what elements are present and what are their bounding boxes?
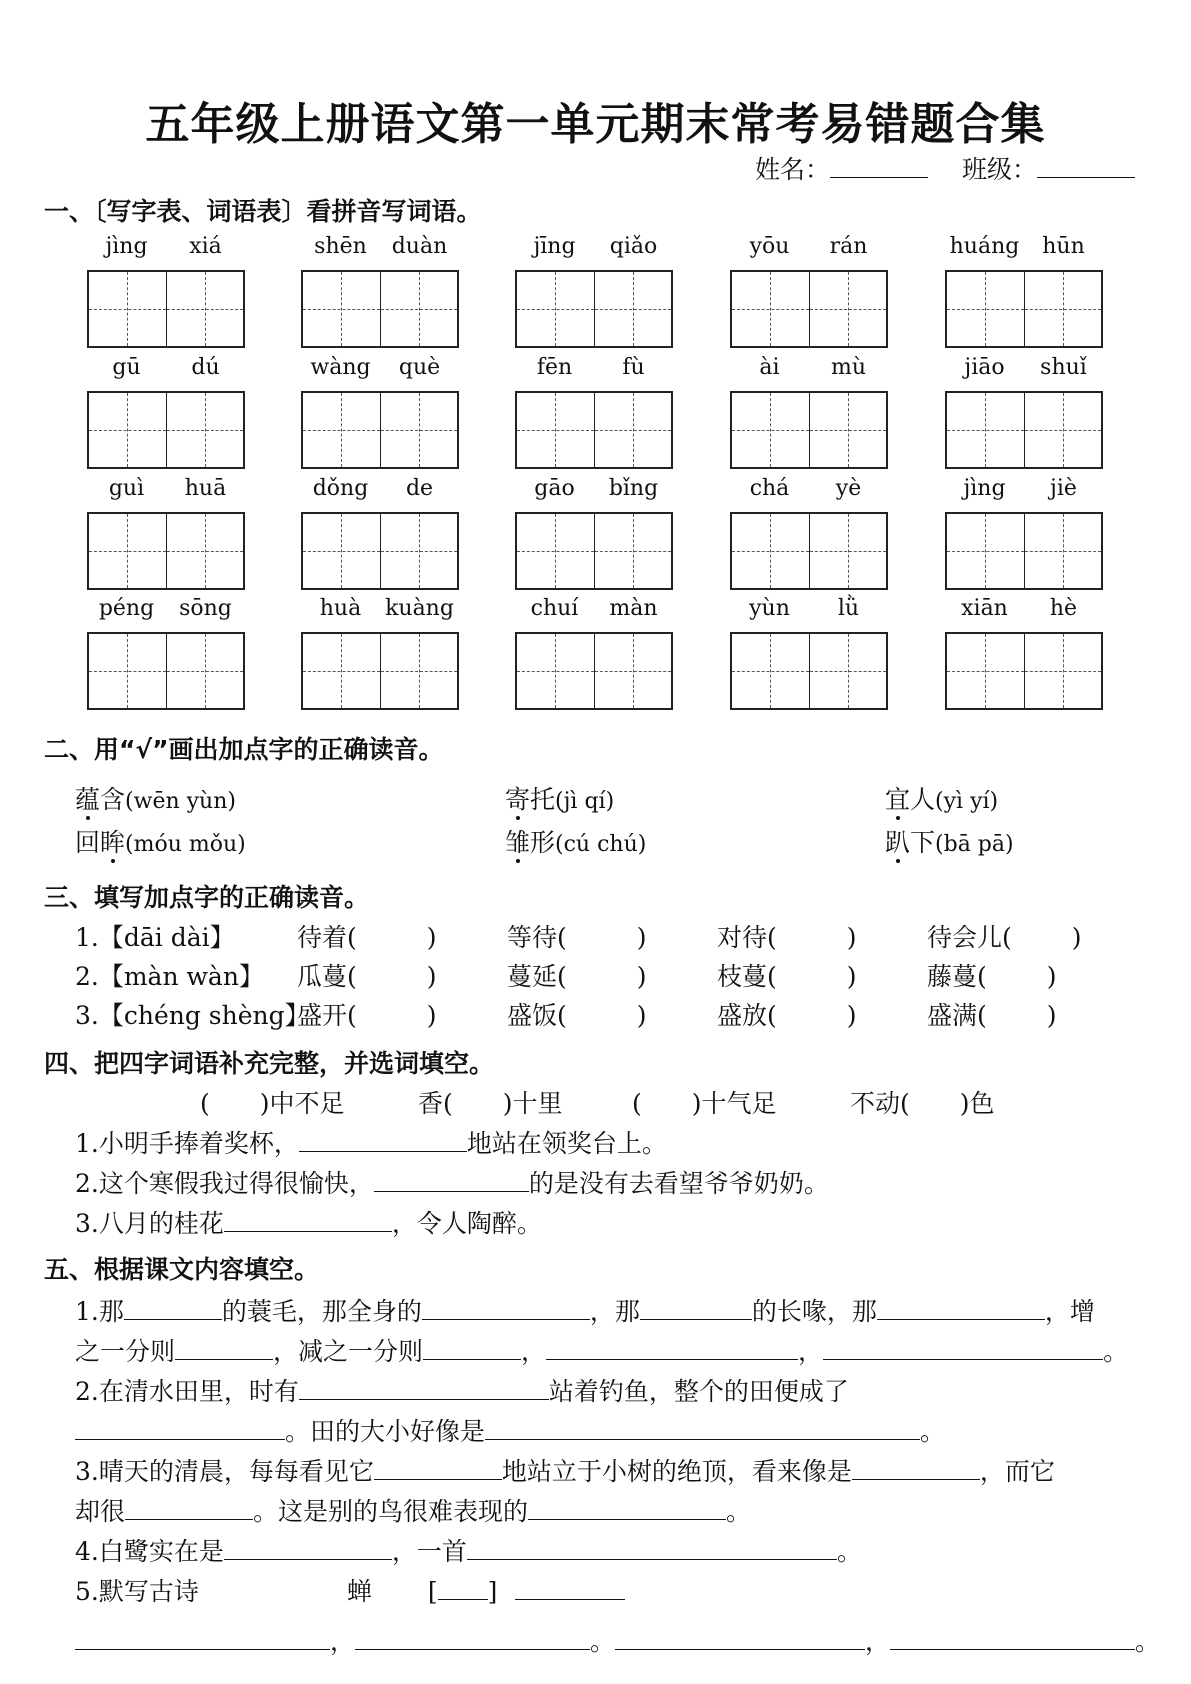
word: 等待( xyxy=(507,923,567,952)
word: 对待( xyxy=(717,923,777,952)
word-fill-item[interactable] xyxy=(927,918,1082,954)
grid-cell[interactable] xyxy=(517,393,595,467)
grid-cell[interactable] xyxy=(89,514,167,588)
text: ，增 xyxy=(1044,1297,1095,1326)
word-fill-item[interactable] xyxy=(507,996,647,1032)
s5-question-3 xyxy=(75,1452,1055,1488)
word: 盛满( xyxy=(927,1001,987,1030)
section-5-heading: 五、根据课文内容填空。 xyxy=(44,1255,320,1284)
grid-cell[interactable] xyxy=(303,634,381,708)
poem-title: 蝉 xyxy=(346,1577,372,1606)
pinyin-label: dǒng xyxy=(312,476,369,501)
pinyin-label: sōng xyxy=(179,596,232,621)
idiom-part: ( xyxy=(200,1089,210,1118)
writing-grid-box[interactable] xyxy=(515,270,673,348)
answer-blank[interactable] xyxy=(125,1497,253,1520)
writing-grid-box[interactable] xyxy=(945,391,1103,469)
writing-grid-box[interactable] xyxy=(87,391,245,469)
word-char: 人 xyxy=(910,785,936,814)
section-1-heading: 一、〔写字表、词语表〕看拼音写词语。 xyxy=(44,197,482,226)
section-4-heading: 四、把四字词语补充完整，并选词填空。 xyxy=(44,1049,495,1078)
close-paren: ) xyxy=(426,1001,437,1030)
pinyin-options[interactable]: (yì yí) xyxy=(935,789,999,814)
pinyin-label: xiá xyxy=(189,234,222,259)
writing-grid-box[interactable] xyxy=(301,512,459,590)
grid-cell[interactable] xyxy=(595,634,672,708)
writing-grid-box[interactable] xyxy=(730,512,888,590)
grid-cell[interactable] xyxy=(381,634,458,708)
pinyin-label: jìng xyxy=(105,234,148,259)
word-fill-item[interactable] xyxy=(297,957,437,993)
idiom-part: )中不足 xyxy=(259,1089,345,1118)
pinyin-label: guì xyxy=(108,476,145,501)
text: ， xyxy=(521,1337,547,1366)
s5-question-2 xyxy=(75,1372,849,1408)
word-char: 托 xyxy=(530,785,556,814)
reading-choice-item xyxy=(505,780,614,816)
pinyin-label: ài xyxy=(759,355,780,380)
s4-question-3 xyxy=(75,1204,542,1240)
pinyin-label: yōu xyxy=(749,234,790,259)
grid-cell[interactable] xyxy=(1025,272,1102,346)
pinyin-label: gāo xyxy=(534,476,575,501)
grid-cell[interactable] xyxy=(303,393,381,467)
word-fill-item[interactable] xyxy=(927,996,1057,1032)
word-char: 宜 xyxy=(885,785,911,814)
text: 。 xyxy=(590,1627,616,1656)
pinyin-options-label: 2.【màn wàn】 xyxy=(75,962,264,991)
reading-choice-item xyxy=(75,823,246,859)
close-paren: ) xyxy=(636,962,647,991)
writing-grid-box[interactable] xyxy=(730,391,888,469)
text: ，而它 xyxy=(979,1457,1055,1486)
reading-choice-item xyxy=(505,823,646,859)
grid-cell[interactable] xyxy=(303,272,381,346)
close-paren: ) xyxy=(846,923,857,952)
close-paren: ) xyxy=(1046,962,1057,991)
close-paren: ) xyxy=(426,923,437,952)
pinyin-label: kuàng xyxy=(385,596,454,621)
pinyin-options[interactable]: (jì qí) xyxy=(555,789,615,814)
answer-blank[interactable] xyxy=(224,1537,392,1560)
grid-cell[interactable] xyxy=(1025,393,1102,467)
grid-cell[interactable] xyxy=(517,514,595,588)
pinyin-label: fù xyxy=(622,355,645,380)
class-blank[interactable] xyxy=(1037,155,1135,178)
text: ，令人陶醉。 xyxy=(391,1209,542,1238)
writing-grid-box[interactable] xyxy=(515,632,673,710)
pinyin-label: hè xyxy=(1049,596,1078,621)
pinyin-label: xiān xyxy=(961,596,1008,621)
text: ， xyxy=(798,1337,824,1366)
word-fill-item[interactable] xyxy=(507,957,647,993)
idiom-item[interactable] xyxy=(200,1084,345,1120)
grid-cell[interactable] xyxy=(517,634,595,708)
pinyin-label: shēn xyxy=(314,234,367,259)
grid-cell[interactable] xyxy=(1025,634,1102,708)
writing-grid-box[interactable] xyxy=(87,270,245,348)
grid-cell[interactable] xyxy=(167,634,244,708)
close-paren: ) xyxy=(636,923,647,952)
writing-grid-box[interactable] xyxy=(301,632,459,710)
word: 枝蔓( xyxy=(717,962,777,991)
grid-cell[interactable] xyxy=(381,272,458,346)
word-fill-item[interactable] xyxy=(297,996,437,1032)
pinyin-label: péng xyxy=(98,596,155,621)
dynasty-blank[interactable] xyxy=(438,1577,488,1600)
writing-grid-box[interactable] xyxy=(945,270,1103,348)
text: 的是没有去看望爷爷奶奶。 xyxy=(528,1169,829,1198)
text: 。这是别的鸟很难表现的 xyxy=(253,1497,529,1526)
pinyin-label: jīng xyxy=(533,234,576,259)
grid-cell[interactable] xyxy=(303,514,381,588)
text: 4.白鹭实在是 xyxy=(75,1537,224,1566)
grid-cell[interactable] xyxy=(947,634,1025,708)
grid-cell[interactable] xyxy=(89,634,167,708)
idiom-item[interactable] xyxy=(632,1084,777,1120)
grid-cell[interactable] xyxy=(732,272,810,346)
word-fill-item[interactable] xyxy=(717,918,857,954)
grid-cell[interactable] xyxy=(1025,514,1102,588)
answer-blank[interactable] xyxy=(890,1627,1135,1650)
text: 3.晴天的清晨，每每看见它 xyxy=(75,1457,374,1486)
close-paren: ) xyxy=(426,962,437,991)
text: 。 xyxy=(920,1417,946,1446)
text: 的蓑毛，那全身的 xyxy=(221,1297,422,1326)
grid-cell[interactable] xyxy=(947,393,1025,467)
word-char: 下 xyxy=(910,828,936,857)
writing-grid-box[interactable] xyxy=(301,391,459,469)
answer-blank[interactable] xyxy=(175,1337,273,1360)
word-char: 雏 xyxy=(505,828,531,857)
word-char: 寄 xyxy=(505,785,531,814)
text: ，减之一分则 xyxy=(273,1337,424,1366)
word-fill-item[interactable] xyxy=(717,957,857,993)
pinyin-label: rán xyxy=(829,234,868,259)
text: ， xyxy=(865,1627,891,1656)
grid-cell[interactable] xyxy=(595,272,672,346)
pinyin-label: gū xyxy=(112,355,141,380)
grid-cell[interactable] xyxy=(732,514,810,588)
pinyin-label: màn xyxy=(609,596,658,621)
word-char: 趴 xyxy=(885,828,911,857)
text: 2.在清水田里，时有 xyxy=(75,1377,299,1406)
section-3-heading: 三、填写加点字的正确读音。 xyxy=(44,883,370,912)
class-label: 班级： xyxy=(961,155,1037,184)
pinyin-label: chuí xyxy=(530,596,579,621)
s5-question-4 xyxy=(75,1532,862,1568)
s5-question-2-cont xyxy=(75,1412,945,1448)
text: 1.那 xyxy=(75,1297,124,1326)
word: 待着( xyxy=(297,923,357,952)
text: 站着钓鱼，整个的田便成了 xyxy=(548,1377,849,1406)
pinyin-label: huáng xyxy=(949,234,1020,259)
pinyin-label: mù xyxy=(830,355,867,380)
answer-blank[interactable] xyxy=(374,1457,502,1480)
reading-choice-item xyxy=(885,823,1014,859)
text: 5.默写古诗 xyxy=(75,1577,199,1606)
answer-blank[interactable] xyxy=(546,1337,798,1360)
grid-cell[interactable] xyxy=(947,514,1025,588)
writing-grid-box[interactable] xyxy=(945,512,1103,590)
answer-blank[interactable] xyxy=(124,1297,222,1320)
pinyin-label: bǐng xyxy=(608,476,659,501)
pinyin-label: jiāo xyxy=(964,355,1005,380)
answer-blank[interactable] xyxy=(852,1457,980,1480)
pinyin-label: de xyxy=(405,476,434,501)
s5-question-1 xyxy=(75,1292,1095,1328)
answer-blank[interactable] xyxy=(485,1417,920,1440)
text: 。 xyxy=(726,1497,752,1526)
word-char: 形 xyxy=(530,828,556,857)
section-2-heading: 二、用“√”画出加点字的正确读音。 xyxy=(44,735,444,764)
text: 。田的大小好像是 xyxy=(285,1417,486,1446)
word: 盛饭( xyxy=(507,1001,567,1030)
answer-blank[interactable] xyxy=(299,1377,549,1400)
answer-blank[interactable] xyxy=(75,1417,285,1440)
pinyin-label: yè xyxy=(835,476,862,501)
pinyin-label: fēn xyxy=(536,355,573,380)
bracket: [ xyxy=(427,1577,438,1606)
word-fill-item[interactable] xyxy=(507,918,647,954)
grid-cell[interactable] xyxy=(595,514,672,588)
word: 盛放( xyxy=(717,1001,777,1030)
pinyin-label: huā xyxy=(184,476,227,501)
text: ，一首 xyxy=(391,1537,467,1566)
answer-blank[interactable] xyxy=(877,1297,1045,1320)
grid-cell[interactable] xyxy=(595,393,672,467)
word-char: 蕴 xyxy=(75,785,101,814)
writing-grid-box[interactable] xyxy=(945,632,1103,710)
grid-cell[interactable] xyxy=(381,393,458,467)
answer-blank[interactable] xyxy=(640,1297,752,1320)
answer-blank[interactable] xyxy=(355,1627,590,1650)
close-paren: ) xyxy=(636,1001,647,1030)
idiom-part: ( xyxy=(632,1089,642,1118)
word-char: 回 xyxy=(75,828,101,857)
pinyin-options[interactable]: (wēn yùn) xyxy=(125,789,236,814)
pinyin-options-label: 3.【chéng shèng】 xyxy=(75,1001,310,1030)
grid-cell[interactable] xyxy=(947,272,1025,346)
name-blank[interactable] xyxy=(830,155,928,178)
word-fill-item[interactable] xyxy=(297,918,437,954)
text: ， xyxy=(330,1627,356,1656)
pinyin-label: jìng xyxy=(963,476,1006,501)
answer-blank[interactable] xyxy=(75,1627,330,1650)
grid-cell[interactable] xyxy=(732,634,810,708)
grid-cell[interactable] xyxy=(167,272,244,346)
pinyin-label: shuǐ xyxy=(1040,355,1087,380)
s5-poem-lines xyxy=(75,1622,1160,1658)
close-paren: ) xyxy=(846,962,857,991)
answer-blank[interactable] xyxy=(299,1129,467,1152)
answer-blank[interactable] xyxy=(422,1297,590,1320)
idiom-part: )十里 xyxy=(502,1089,563,1118)
idiom-item[interactable] xyxy=(418,1084,563,1120)
writing-grid-box[interactable] xyxy=(515,512,673,590)
writing-grid-box[interactable] xyxy=(87,632,245,710)
writing-grid-box[interactable] xyxy=(730,632,888,710)
pinyin-label: huà xyxy=(319,596,362,621)
word-char: 含 xyxy=(100,785,126,814)
pinyin-label: jiè xyxy=(1050,476,1077,501)
pinyin-label: hūn xyxy=(1042,234,1085,259)
pinyin-label: yùn xyxy=(749,596,790,621)
writing-grid-box[interactable] xyxy=(301,270,459,348)
text: 3.八月的桂花 xyxy=(75,1209,224,1238)
s5-question-3-cont xyxy=(75,1492,751,1528)
reading-choice-item xyxy=(75,780,236,816)
bracket: ] xyxy=(487,1577,498,1606)
writing-grid-box[interactable] xyxy=(730,270,888,348)
text: 地站立于小树的绝顶，看来像是 xyxy=(501,1457,852,1486)
word-fill-item[interactable] xyxy=(927,957,1057,993)
writing-grid-box[interactable] xyxy=(87,512,245,590)
text: 之一分则 xyxy=(75,1337,176,1366)
grid-cell[interactable] xyxy=(732,393,810,467)
grid-cell[interactable] xyxy=(517,272,595,346)
pinyin-options-label: 1.【dāi dài】 xyxy=(75,923,235,952)
answer-blank[interactable] xyxy=(528,1497,726,1520)
text: 却很 xyxy=(75,1497,126,1526)
close-paren: ) xyxy=(846,1001,857,1030)
text: ，那 xyxy=(589,1297,640,1326)
pinyin-options[interactable]: (móu mǒu) xyxy=(125,832,246,857)
writing-grid-box[interactable] xyxy=(515,391,673,469)
name-label: 姓名： xyxy=(755,155,831,184)
grid-cell[interactable] xyxy=(810,272,887,346)
pinyin-label: qiǎo xyxy=(609,234,658,259)
answer-blank[interactable] xyxy=(615,1627,865,1650)
word-fill-item[interactable] xyxy=(717,996,857,1032)
idiom-part: )十气足 xyxy=(691,1089,777,1118)
answer-blank[interactable] xyxy=(467,1537,837,1560)
word: 待会儿( xyxy=(927,923,1012,952)
word: 瓜蔓( xyxy=(297,962,357,991)
close-paren: ) xyxy=(1046,1001,1057,1030)
s5-question-5 xyxy=(75,1572,625,1608)
grid-cell[interactable] xyxy=(381,514,458,588)
pinyin-options[interactable]: (cú chú) xyxy=(555,832,647,857)
grid-cell[interactable] xyxy=(810,634,887,708)
text: 的长喙，那 xyxy=(751,1297,877,1326)
grid-cell[interactable] xyxy=(167,514,244,588)
grid-cell[interactable] xyxy=(89,393,167,467)
word: 藤蔓( xyxy=(927,962,987,991)
idiom-part: 香( xyxy=(418,1089,453,1118)
pinyin-options[interactable]: (bā pā) xyxy=(935,832,1014,857)
pinyin-label: chá xyxy=(749,476,790,501)
s4-question-1 xyxy=(75,1124,667,1160)
text: 。 xyxy=(1103,1337,1129,1366)
grid-cell[interactable] xyxy=(89,272,167,346)
pinyin-label: què xyxy=(398,355,441,380)
s5-question-1-cont xyxy=(75,1332,1128,1368)
pinyin-label: duàn xyxy=(391,234,448,259)
pinyin-label: lǜ xyxy=(837,596,860,621)
answer-blank[interactable] xyxy=(823,1337,1103,1360)
idiom-part: )色 xyxy=(959,1089,995,1118)
close-paren: ) xyxy=(1071,923,1082,952)
word: 蔓延( xyxy=(507,962,567,991)
author-blank[interactable] xyxy=(515,1577,625,1600)
pinyin-label: wàng xyxy=(310,355,371,380)
text: 1.小明手捧着奖杯， xyxy=(75,1129,299,1158)
word-char: 眸 xyxy=(100,828,126,857)
name-field xyxy=(755,150,1135,186)
text: 。 xyxy=(836,1537,862,1566)
text: 。 xyxy=(1135,1627,1161,1656)
pinyin-label: dú xyxy=(191,355,220,380)
answer-blank[interactable] xyxy=(374,1169,529,1192)
idiom-part: 不动( xyxy=(850,1089,910,1118)
text: 地站在领奖台上。 xyxy=(466,1129,667,1158)
reading-choice-item xyxy=(885,780,998,816)
text: 2.这个寒假我过得很愉快， xyxy=(75,1169,374,1198)
page-title: 五年级上册语文第一单元期末常考易错题合集 xyxy=(145,99,1046,150)
word: 盛开( xyxy=(297,1001,357,1030)
answer-blank[interactable] xyxy=(423,1337,521,1360)
grid-cell[interactable] xyxy=(810,514,887,588)
grid-cell[interactable] xyxy=(810,393,887,467)
s4-question-2 xyxy=(75,1164,829,1200)
grid-cell[interactable] xyxy=(167,393,244,467)
answer-blank[interactable] xyxy=(224,1209,392,1232)
idiom-item[interactable] xyxy=(850,1084,995,1120)
